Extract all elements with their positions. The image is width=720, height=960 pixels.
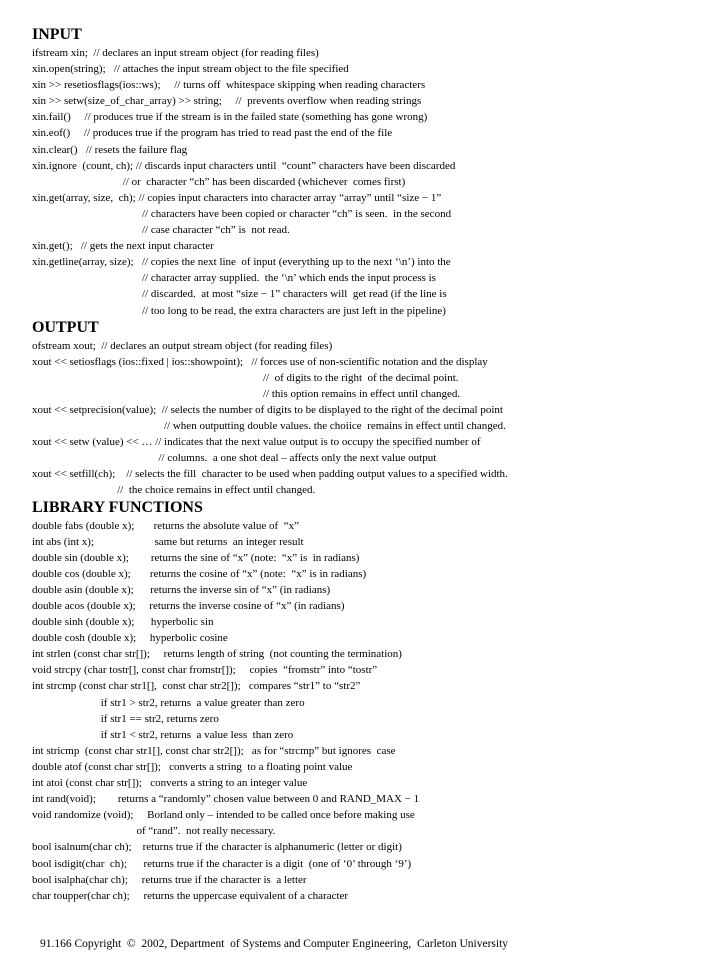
- section-lines: [32, 338, 692, 499]
- text-line: double sinh (double x); hyperbolic sin: [32, 616, 214, 629]
- text-line: // case character “ch” is not read.: [32, 224, 290, 237]
- section-input: [32, 26, 692, 319]
- text-line: xout << setprecision(value); // selects the number of digits to be displayed to the right of the decimal point: [32, 403, 503, 416]
- text-line: double cos (double x); returns the cosine of “x” (note: “x” is in radians): [32, 567, 367, 580]
- text-line: int abs (int x); same but returns an integer result: [32, 535, 304, 548]
- text-line: xin >> setw(size_of_char_array) >> string; // prevents overflow when reading strings: [32, 95, 422, 108]
- text-line: int atoi (const char str[]); converts a string to an integer value: [32, 777, 308, 790]
- text-line: double asin (double x); returns the inverse sin of “x” (in radians): [32, 583, 331, 596]
- text-line: // too long to be read, the extra characters are just left in the pipeline): [32, 304, 446, 317]
- text-line: xin.eof() // produces true if the program has tried to read past the end of the file: [32, 127, 393, 140]
- text-line: xin.clear() // resets the failure flag: [32, 143, 188, 156]
- text-line: xout << setiosflags (ios::fixed | ios::showpoint); // forces use of non-scientific notation and the display: [32, 355, 488, 368]
- text-line: // characters have been copied or character “ch” is seen. in the second: [32, 207, 452, 220]
- section-lines: [32, 45, 692, 319]
- text-line: double fabs (double x); returns the absolute value of “x”: [32, 519, 299, 532]
- text-line: // or character “ch” has been discarded (whichever comes first): [32, 175, 406, 188]
- text-line: // discarded. at most “size − 1” characters will get read (if the line is: [32, 288, 447, 301]
- text-line: double acos (double x); returns the inverse cosine of “x” (in radians): [32, 600, 345, 612]
- section-library-functions: [32, 499, 692, 904]
- text-line: // when outputting double values. the choiice remains in effect until changed.: [32, 420, 506, 433]
- text-line: int strlen (const char str[]); returns length of string (not counting the termination): [32, 648, 402, 661]
- text-line: ofstream xout; // declares an output stream object (for reading files): [32, 339, 333, 352]
- text-line: xout << setfill(ch); // selects the fill character to be used when padding output values to a specified width.: [32, 468, 508, 481]
- text-line: // this option remains in effect until changed.: [32, 387, 461, 400]
- text-line: void randomize (void); Borland only – intended to be called once before making use: [32, 809, 415, 822]
- text-line: xout << setw (value) << … // indicates that the next value output is to occupy the specified number of: [32, 436, 481, 449]
- text-line: if str1 > str2, returns a value greater than zero: [32, 696, 305, 709]
- text-line: xin.get(); // gets the next input character: [32, 240, 214, 253]
- section-output: [32, 319, 692, 499]
- text-line: // columns. a one shot deal – affects only the next value output: [32, 452, 437, 465]
- copyright-footer: 91.166 Copyright © 2002, Department of Systems and Computer Engineering, Carleton University: [40, 938, 509, 950]
- text-line: if str1 < str2, returns a value less than zero: [32, 728, 294, 741]
- section-lines: [32, 518, 692, 904]
- text-line: char toupper(char ch); returns the uppercase equivalent of a character: [32, 889, 349, 902]
- text-line: bool isalpha(char ch); returns true if the character is a letter: [32, 873, 307, 886]
- text-line: xin.get(array, size, ch); // copies input characters into character array “array” until “size − 1”: [32, 191, 442, 204]
- text-line: int stricmp (const char str1[], const char str2[]); as for “strcmp” but ignores case: [32, 744, 396, 757]
- text-line: void strcpy (char tostr[], const char fromstr[]); copies “fromstr” into “tostr”: [32, 664, 378, 677]
- text-line: ifstream xin; // declares an input stream object (for reading files): [32, 47, 319, 59]
- text-line: // the choice remains in effect until changed.: [32, 484, 316, 497]
- text-line: int strcmp (const char str1[], const char str2[]); compares “str1” to “str2”: [32, 680, 361, 693]
- document-body: [32, 26, 692, 904]
- text-line: xin.getline(array, size); // copies the next line of input (everything up to the next ‘\n’) into the: [32, 256, 451, 269]
- section-heading-library-functions: LIBRARY FUNCTIONS: [32, 498, 203, 516]
- text-line: xin.ignore (count, ch); // discards input characters until “count” characters have been discarded: [32, 159, 456, 172]
- text-line: bool isdigit(char ch); returns true if the character is a digit (one of ‘0’ through ‘9’): [32, 857, 412, 870]
- text-line: of “rand”. not really necessary.: [32, 825, 276, 838]
- section-heading-input: INPUT: [32, 26, 82, 43]
- text-line: xin >> resetiosflags(ios::ws); // turns off whitespace skipping when reading characters: [32, 79, 426, 92]
- text-line: if str1 == str2, returns zero: [32, 712, 219, 725]
- section-heading-output: OUTPUT: [32, 318, 99, 336]
- text-line: int rand(void); returns a “randomly” chosen value between 0 and RAND_MAX − 1: [32, 793, 420, 806]
- text-line: xin.fail() // produces true if the stream is in the failed state (something has gone wrong): [32, 111, 428, 124]
- text-line: // of digits to the right of the decimal point.: [32, 371, 459, 384]
- text-line: double sin (double x); returns the sine of “x” (note: “x” is in radians): [32, 551, 360, 564]
- text-line: double atof (const char str[]); converts a string to a floating point value: [32, 760, 353, 773]
- text-line: bool isalnum(char ch); returns true if the character is alphanumeric (letter or digit): [32, 841, 402, 854]
- text-line: xin.open(string); // attaches the input stream object to the file specified: [32, 63, 349, 76]
- text-line: double cosh (double x); hyperbolic cosine: [32, 632, 228, 645]
- text-line: // character array supplied. the ‘\n’ which ends the input process is: [32, 272, 436, 285]
